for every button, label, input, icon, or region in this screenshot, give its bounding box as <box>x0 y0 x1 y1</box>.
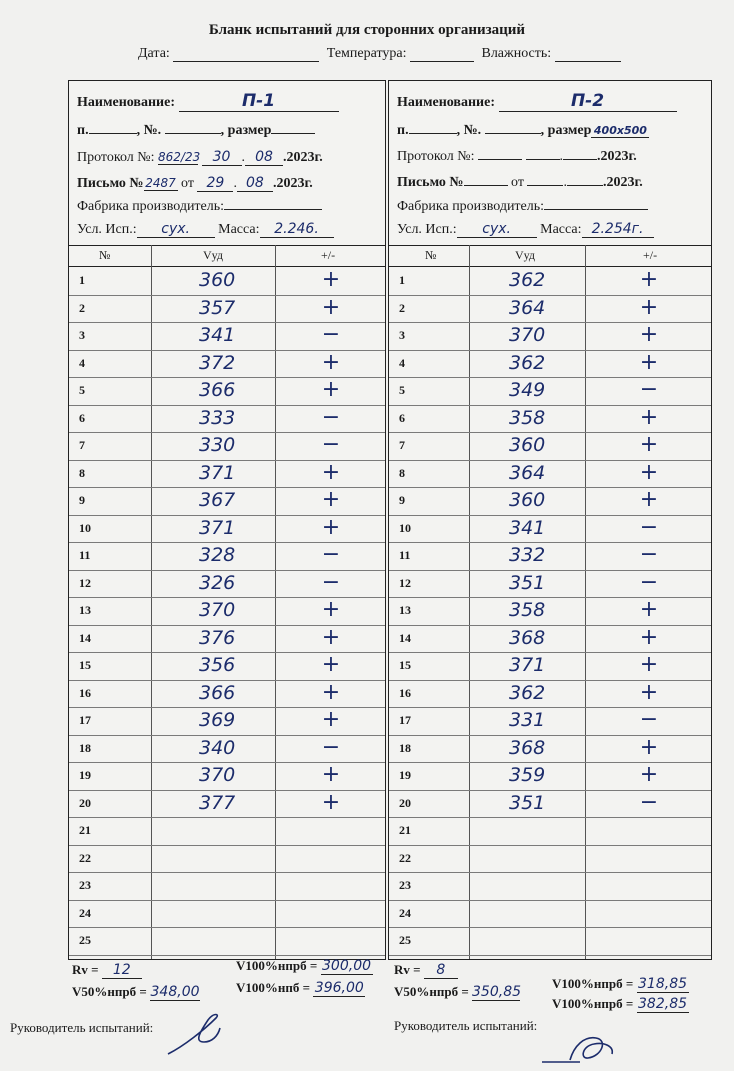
v50-label: V50%нпрб = <box>72 984 147 999</box>
factory-label: Фабрика производитель: <box>397 199 545 214</box>
mass-field[interactable]: 2.246. <box>260 221 334 238</box>
velocity-value[interactable]: 330 <box>199 434 236 456</box>
velocity-value[interactable]: 369 <box>199 709 236 731</box>
sign-value[interactable]: + <box>639 432 659 457</box>
sign-value[interactable]: + <box>321 679 341 705</box>
row-number: 11 <box>399 548 411 562</box>
date-field[interactable] <box>173 47 319 62</box>
table-row <box>389 377 711 406</box>
table-row <box>69 735 385 764</box>
sign-value[interactable]: − <box>639 569 659 595</box>
row-number: 3 <box>399 328 405 342</box>
row-number: 13 <box>399 603 411 617</box>
velocity-value[interactable]: 370 <box>199 599 236 621</box>
p-label: п. <box>77 123 89 138</box>
velocity-value[interactable]: 360 <box>509 434 546 456</box>
table-row <box>69 652 385 681</box>
row-number: 5 <box>79 383 85 397</box>
velocity-value[interactable]: 357 <box>199 296 236 319</box>
col-velocity-header: Vуд <box>203 248 224 262</box>
v50-value[interactable]: 350,85 <box>472 984 522 1000</box>
humidity-field[interactable] <box>555 47 621 62</box>
sign-value[interactable]: − <box>321 322 341 347</box>
humidity-label: Влажность: <box>481 46 552 61</box>
sign-value[interactable]: + <box>321 789 341 815</box>
velocity-value[interactable]: 376 <box>199 626 236 649</box>
velocity-value[interactable]: 360 <box>509 489 546 511</box>
sign-value[interactable]: + <box>639 294 659 320</box>
protocol-year: .2023г. <box>597 149 637 164</box>
mass-label: Масса: <box>218 222 260 237</box>
velocity-value[interactable]: 372 <box>199 351 236 374</box>
row-number: 8 <box>399 465 405 480</box>
table-row <box>69 817 385 846</box>
form-header-fields <box>138 46 621 62</box>
row-number: 23 <box>399 878 411 892</box>
sign-value[interactable]: − <box>321 432 341 457</box>
table-row <box>69 460 385 489</box>
letter-day-field[interactable]: 29 <box>197 175 233 192</box>
sign-value[interactable]: + <box>321 514 341 540</box>
table-row <box>69 680 385 709</box>
v100-label: V100%нпб = <box>236 980 311 995</box>
sign-value[interactable]: + <box>639 404 659 430</box>
sign-value[interactable]: + <box>321 294 341 320</box>
letter-label: Письмо № <box>77 176 144 191</box>
name-label: Наименование: <box>397 95 495 110</box>
protocol-day-field[interactable] <box>526 159 560 160</box>
table-row <box>69 845 385 874</box>
table-row <box>389 707 711 736</box>
letter-day-field[interactable] <box>527 185 563 186</box>
signature-mark-right <box>540 1026 620 1066</box>
table-row <box>389 817 711 846</box>
sample-name-field[interactable]: П-2 <box>499 91 677 112</box>
table-row <box>69 707 385 736</box>
sign-value[interactable]: + <box>321 377 341 402</box>
velocity-value[interactable]: 349 <box>509 379 546 401</box>
sign-value[interactable]: + <box>639 624 659 650</box>
number-field[interactable] <box>165 133 221 134</box>
velocity-value[interactable]: 358 <box>509 406 546 429</box>
supervisor-label: Руководитель испытаний: <box>10 1020 154 1035</box>
sign-value[interactable]: + <box>639 267 659 292</box>
v100-upper-value[interactable]: 300,00 <box>322 958 372 974</box>
table-row <box>69 377 385 406</box>
table-row <box>389 432 711 461</box>
protocol-label: Протокол №: <box>397 149 475 164</box>
date-label: Дата: <box>138 46 170 61</box>
temperature-field[interactable] <box>410 47 474 62</box>
row-number: 2 <box>399 300 405 315</box>
factory-field[interactable] <box>224 209 322 210</box>
velocity-value[interactable]: 367 <box>199 489 236 511</box>
row-number: 4 <box>399 355 405 370</box>
table-row <box>69 295 385 324</box>
row-number: 19 <box>79 768 91 782</box>
mass-field[interactable]: 2.254г. <box>582 221 654 238</box>
protocol-number-field[interactable]: 862/23 <box>158 150 201 164</box>
table-row <box>69 790 385 819</box>
sign-value[interactable]: + <box>321 597 341 622</box>
velocity-value[interactable]: 333 <box>199 406 236 429</box>
sample-panel-right <box>388 80 712 960</box>
velocity-value[interactable]: 371 <box>199 461 236 484</box>
row-number: 20 <box>79 795 91 810</box>
mass-label: Масса: <box>540 222 582 237</box>
table-row <box>69 570 385 599</box>
col-number-header: № <box>425 248 437 262</box>
sign-value[interactable]: + <box>321 267 341 292</box>
row-number: 16 <box>79 685 91 700</box>
table-row <box>389 680 711 709</box>
sign-value[interactable]: − <box>321 404 341 430</box>
sign-value[interactable]: + <box>639 349 659 375</box>
letter-year: .2023г. <box>602 175 643 190</box>
sign-value[interactable]: − <box>639 542 659 567</box>
p-field[interactable] <box>409 133 457 134</box>
number-label: , №. <box>136 123 162 138</box>
row-number: 7 <box>79 438 85 452</box>
velocity-value[interactable]: 371 <box>199 516 236 539</box>
row-number: 16 <box>399 685 411 700</box>
row-number: 21 <box>399 823 411 837</box>
rv-value[interactable]: 8 <box>424 962 458 979</box>
row-number: 23 <box>79 878 91 892</box>
number-field[interactable] <box>485 133 541 134</box>
table-row <box>389 322 711 351</box>
row-number: 8 <box>79 465 85 480</box>
protocol-label: Протокол №: <box>77 150 155 165</box>
rv-label: Rv = <box>72 962 99 977</box>
conditions-label: Усл. Исп.: <box>77 222 137 237</box>
table-row <box>389 267 711 296</box>
velocity-value[interactable]: 362 <box>509 269 546 291</box>
table-row <box>69 322 385 351</box>
row-number: 9 <box>399 493 405 507</box>
row-number: 10 <box>79 520 91 535</box>
row-number: 14 <box>79 630 91 645</box>
sign-value[interactable]: + <box>639 597 659 622</box>
letter-number-field[interactable]: 2487 <box>145 176 176 190</box>
factory-label: Фабрика производитель: <box>77 199 225 214</box>
table-row <box>389 405 711 434</box>
v100-upper-right <box>552 976 689 993</box>
velocity-value[interactable]: 331 <box>509 709 546 731</box>
v100-lower-value[interactable]: 382,85 <box>638 996 688 1012</box>
size-field[interactable]: 400х500 <box>591 124 649 138</box>
size-field[interactable] <box>271 133 315 134</box>
row-number: 12 <box>399 575 411 590</box>
velocity-value[interactable]: 341 <box>199 324 236 346</box>
sample-name-field[interactable]: П-1 <box>179 91 339 112</box>
velocity-value[interactable]: 362 <box>509 351 546 374</box>
velocity-value[interactable]: 351 <box>509 791 546 814</box>
sign-value[interactable]: + <box>321 762 341 787</box>
row-number: 10 <box>399 520 411 535</box>
number-label: , №. <box>456 123 482 138</box>
velocity-value[interactable]: 377 <box>199 791 236 814</box>
velocity-value[interactable]: 364 <box>509 461 546 484</box>
v50-value[interactable]: 348,00 <box>150 984 200 1000</box>
conditions-label: Усл. Исп.: <box>397 222 457 237</box>
supervisor-signature-left <box>10 1020 153 1036</box>
row-number: 25 <box>79 933 91 947</box>
sign-value[interactable]: − <box>639 707 659 732</box>
protocol-month-field[interactable]: 08 <box>245 149 283 166</box>
letter-from-label: от <box>181 176 194 191</box>
table-row <box>389 872 711 901</box>
velocity-value[interactable]: 341 <box>509 516 546 539</box>
velocity-value[interactable]: 371 <box>509 654 546 676</box>
table-row <box>69 515 385 544</box>
v100-label: V100%нпрб = <box>552 976 634 991</box>
sign-value[interactable]: + <box>321 487 341 512</box>
row-number: 9 <box>79 493 85 507</box>
results-table-header <box>389 245 711 267</box>
velocity-value[interactable]: 328 <box>199 544 236 566</box>
v100-label: V100%нпрб = <box>236 958 318 973</box>
row-number: 13 <box>79 603 91 617</box>
sign-value[interactable]: + <box>321 707 341 732</box>
row-number: 3 <box>79 328 85 342</box>
table-row <box>69 597 385 626</box>
sample-meta-left: Наименование: П-1 п. , №. , размер Протокол №: 862/23 30 . 08 .2023г. Письмо № 2487 от 29 . 08 .2023г. Фабрика производитель: Усл. Исп.: сух. Масса: 2.246. <box>69 81 385 245</box>
v100-upper-value[interactable]: 318,85 <box>638 976 688 992</box>
protocol-year: .2023г. <box>283 150 323 165</box>
sign-value[interactable]: − <box>321 569 341 595</box>
table-row <box>389 735 711 764</box>
velocity-value[interactable]: 356 <box>199 654 236 676</box>
sign-value[interactable]: + <box>639 487 659 512</box>
velocity-value[interactable]: 340 <box>199 736 236 759</box>
velocity-value[interactable]: 362 <box>509 681 546 704</box>
factory-field[interactable] <box>544 209 648 210</box>
table-row <box>389 350 711 379</box>
conditions-field[interactable]: сух. <box>457 221 537 238</box>
rv-value[interactable]: 12 <box>102 962 142 979</box>
table-row <box>69 487 385 516</box>
velocity-value[interactable]: 370 <box>199 764 236 786</box>
v100-lower-left <box>236 980 365 997</box>
table-row <box>69 267 385 296</box>
table-row <box>389 295 711 324</box>
sign-value[interactable]: + <box>639 322 659 347</box>
sign-value[interactable]: − <box>321 542 341 567</box>
table-row <box>69 872 385 901</box>
row-number: 17 <box>79 713 91 727</box>
table-row <box>389 845 711 874</box>
velocity-value[interactable]: 358 <box>509 599 546 621</box>
table-row <box>389 515 711 544</box>
conditions-field[interactable]: сух. <box>137 221 215 238</box>
row-number: 17 <box>399 713 411 727</box>
row-number: 22 <box>79 850 91 865</box>
table-row <box>69 762 385 791</box>
letter-label: Письмо № <box>397 175 464 190</box>
v50-label: V50%нпрб = <box>394 984 469 999</box>
table-row <box>389 927 711 956</box>
letter-number-field[interactable] <box>464 185 508 186</box>
v100-lower-value[interactable]: 396,00 <box>314 980 364 996</box>
sign-value[interactable]: − <box>639 377 659 402</box>
velocity-value[interactable]: 360 <box>199 269 236 291</box>
sign-value[interactable]: + <box>639 734 659 760</box>
rv-left <box>72 962 142 979</box>
table-row <box>69 405 385 434</box>
rv-right <box>394 962 458 979</box>
protocol-day-field[interactable]: 30 <box>202 149 242 166</box>
sign-value[interactable]: − <box>639 789 659 815</box>
letter-month-field[interactable] <box>567 185 603 186</box>
row-number: 19 <box>399 768 411 782</box>
row-number: 4 <box>79 355 85 370</box>
table-row <box>69 542 385 571</box>
table-row <box>389 597 711 626</box>
p-field[interactable] <box>89 133 137 134</box>
sign-value[interactable]: + <box>321 459 341 485</box>
velocity-value[interactable]: 351 <box>509 571 546 594</box>
col-sign-header: +/- <box>321 248 336 262</box>
protocol-number-field[interactable] <box>478 159 522 160</box>
sign-value[interactable]: + <box>321 652 341 677</box>
p-label: п. <box>397 123 409 138</box>
sign-value[interactable]: + <box>639 679 659 705</box>
table-row <box>389 762 711 791</box>
v100-lower-right <box>552 996 689 1013</box>
v50-left <box>72 984 200 1001</box>
row-number: 1 <box>399 273 405 287</box>
table-row <box>69 927 385 956</box>
protocol-month-field[interactable] <box>563 159 597 160</box>
velocity-value[interactable]: 366 <box>199 379 236 401</box>
row-number: 12 <box>79 575 91 590</box>
row-number: 24 <box>79 905 91 920</box>
row-number: 1 <box>79 273 85 287</box>
table-row <box>389 487 711 516</box>
row-number: 14 <box>399 630 411 645</box>
row-number: 5 <box>399 383 405 397</box>
row-number: 21 <box>79 823 91 837</box>
row-number: 25 <box>399 933 411 947</box>
size-label: , размер <box>220 123 272 138</box>
col-sign-header: +/- <box>643 248 658 262</box>
signature-mark-left <box>164 1012 224 1058</box>
sample-meta-right: Наименование: П-2 п. , №. , размер 400х500 Протокол №: . .2023г. Письмо № от . .2023г. Фабрика производитель: Усл. Исп.: сух. Масса: 2.254г. <box>389 81 711 245</box>
table-row <box>389 460 711 489</box>
velocity-value[interactable]: 359 <box>509 764 546 786</box>
table-row <box>389 570 711 599</box>
row-number: 15 <box>399 658 411 672</box>
sign-value[interactable]: + <box>321 349 341 375</box>
form-title: Бланк испытаний для сторонних организаций <box>208 22 526 38</box>
sign-value[interactable]: − <box>321 734 341 760</box>
col-number-header: № <box>99 248 111 262</box>
letter-from-label: от <box>511 175 524 190</box>
supervisor-signature-right <box>394 1018 537 1034</box>
table-row <box>389 542 711 571</box>
row-number: 18 <box>79 740 91 755</box>
row-number: 11 <box>79 548 91 562</box>
table-row <box>389 652 711 681</box>
row-number: 15 <box>79 658 91 672</box>
letter-year: .2023г. <box>272 176 313 191</box>
results-table-header <box>69 245 385 267</box>
velocity-value[interactable]: 368 <box>509 736 546 759</box>
velocity-value[interactable]: 368 <box>509 626 546 649</box>
row-number: 24 <box>399 905 411 920</box>
velocity-value[interactable]: 332 <box>509 544 546 566</box>
table-row <box>69 350 385 379</box>
name-label: Наименование: <box>77 95 175 110</box>
row-number: 18 <box>399 740 411 755</box>
row-number: 6 <box>79 410 85 425</box>
col-velocity-header: Vуд <box>515 248 536 262</box>
sign-value[interactable]: + <box>639 652 659 677</box>
velocity-value[interactable]: 364 <box>509 296 546 319</box>
rv-label: Rv = <box>394 962 421 977</box>
table-row <box>389 625 711 654</box>
v100-upper-left <box>236 958 373 975</box>
table-row <box>69 625 385 654</box>
sign-value[interactable]: + <box>321 624 341 650</box>
velocity-value[interactable]: 366 <box>199 681 236 704</box>
row-number: 2 <box>79 300 85 315</box>
row-number: 7 <box>399 438 405 452</box>
sign-value[interactable]: − <box>639 514 659 540</box>
velocity-value[interactable]: 326 <box>199 571 236 594</box>
row-number: 20 <box>399 795 411 810</box>
temperature-label: Температура: <box>326 46 407 61</box>
size-label: , размер <box>540 123 592 138</box>
table-row <box>389 900 711 929</box>
table-row <box>69 900 385 929</box>
table-row <box>69 432 385 461</box>
v50-right <box>394 984 520 1001</box>
sign-value[interactable]: + <box>639 762 659 787</box>
v100-label: V100%нпрб = <box>552 996 634 1011</box>
row-number: 6 <box>399 410 405 425</box>
table-row <box>389 790 711 819</box>
supervisor-label: Руководитель испытаний: <box>394 1018 538 1033</box>
velocity-value[interactable]: 370 <box>509 324 546 346</box>
letter-month-field[interactable]: 08 <box>237 175 273 192</box>
sample-panel-left <box>68 80 386 960</box>
sign-value[interactable]: + <box>639 459 659 485</box>
row-number: 22 <box>399 850 411 865</box>
